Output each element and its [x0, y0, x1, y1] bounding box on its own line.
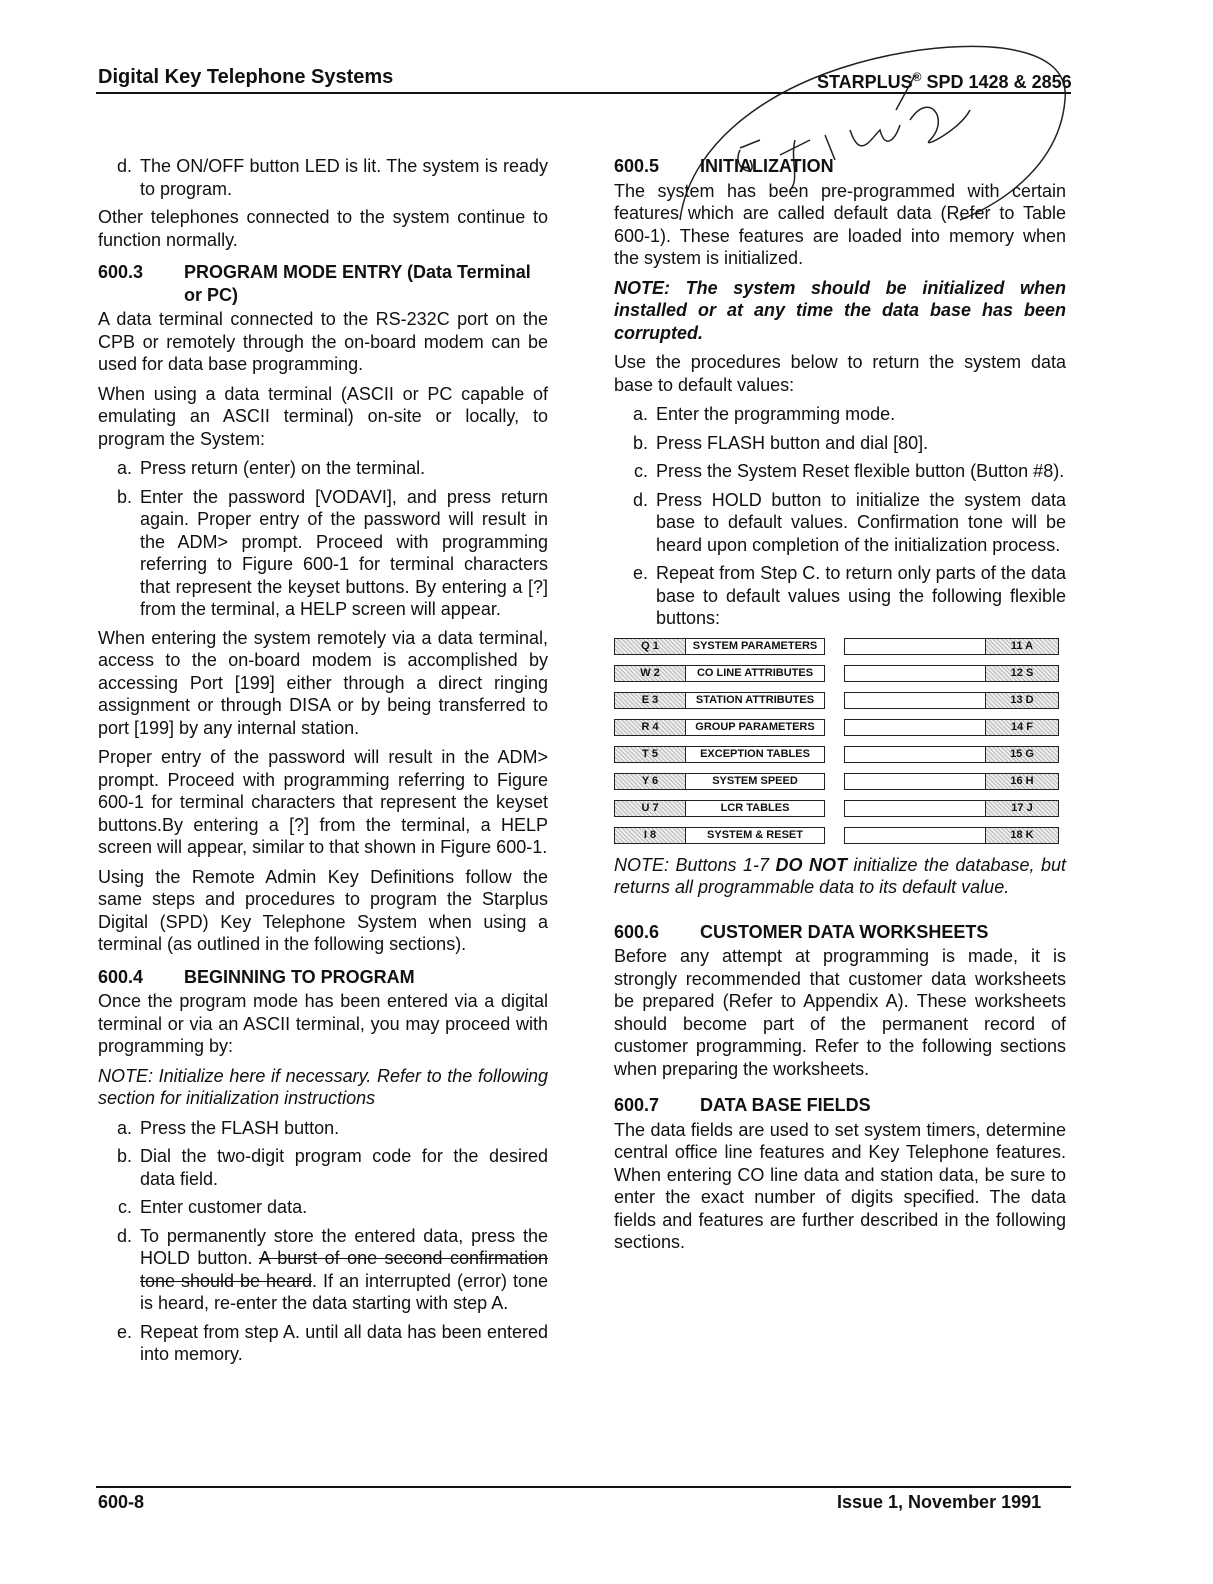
key-row [614, 746, 1066, 763]
note-buttons-post: initialize the database, but returns all programmable data to its default value. [614, 854, 1066, 897]
list-item [98, 1321, 548, 1366]
list-item [614, 460, 1066, 483]
paragraph-using-terminal: When using a data terminal (ASCII or PC capable of emulating an ASCII terminal) on-site or locally, to program the System: [98, 383, 548, 449]
section-heading-600-5 [614, 155, 1066, 178]
list-text: Press FLASH button and dial [80]. [656, 432, 929, 453]
key-code: T 5 [614, 746, 686, 763]
key-code: E 3 [614, 692, 686, 709]
list-letter: b. [632, 432, 648, 453]
key-code: Y 6 [614, 773, 686, 790]
paragraph-data-terminal: A data terminal connected to the RS-232C port on the CPB or remotely through the on-board modem can be used for data base programming. [98, 309, 548, 374]
key-row [614, 665, 1066, 682]
paragraph-remote-admin: Using the Remote Admin Key Definitions follow the same steps and procedures to program the Starplus Digital (SPD) Key Telephone System when using a terminal (as outlined in the following sections). [98, 866, 548, 954]
key-blank [844, 800, 985, 817]
page-number: 600-8 [98, 1492, 145, 1512]
left-column [98, 155, 548, 1372]
key-code: Q 1 [614, 638, 686, 655]
note-buttons [614, 854, 1066, 899]
key-blank [844, 746, 985, 763]
model-number: SPD 1428 & 2856 [921, 72, 1072, 92]
key-code-right: 13 D [985, 692, 1059, 709]
section-number: 600.5 [614, 156, 660, 176]
paragraph-proper-entry: Proper entry of the password will result in the ADM> prompt. Proceed with programming referring to Figure 600-1 for terminal characters that represent the keyset buttons.By entering a [?] from the terminal, a HELP screen will appear, similar to that shown in Figure 600-1. [98, 747, 548, 857]
list-item [98, 486, 548, 621]
key-label: GROUP PARAMETERS [686, 719, 825, 736]
key-row [614, 800, 1066, 817]
paragraph-preprogrammed: The system has been pre-programmed with certain features which are called default data (Refer to Table 600-1). These features are loaded into memory when the system is initialized. [614, 180, 1066, 268]
list-letter: d. [632, 489, 648, 510]
key-code: I 8 [614, 827, 686, 844]
section-title: CUSTOMER DATA WORKSHEETS [700, 921, 989, 942]
registered-mark: ® [912, 70, 922, 84]
step-d-pre: To permanently store the entered data, press the HOLD button. [140, 1225, 548, 1268]
paragraph-other-telephones: Other telephones connected to the system continue to function normally. [98, 207, 548, 250]
list-text: Repeat from Step C. to return only parts of the data base to default values using the following flexible buttons: [656, 563, 1066, 628]
running-header-title: Digital Key Telephone Systems [98, 66, 394, 88]
section-heading-600-3 [98, 261, 548, 306]
paragraph-remote: When entering the system remotely via a data terminal, access to the on-board modem is accomplished by accessing Port [199] either through a direct ringing assignment or through DISA or by being transferred to port [199] by any internal station. [98, 627, 548, 738]
list-letter: c. [633, 461, 648, 481]
list-text: Enter customer data. [140, 1197, 308, 1217]
key-label: SYSTEM & RESET [686, 827, 825, 844]
list-letter: e. [632, 563, 648, 583]
section-number: 600.6 [614, 921, 660, 942]
key-label: CO LINE ATTRIBUTES [686, 665, 825, 682]
key-row [614, 827, 1066, 844]
key-label: EXCEPTION TABLES [686, 746, 825, 763]
key-blank [844, 773, 985, 790]
steps-terminal [98, 457, 548, 621]
key-code: R 4 [614, 719, 686, 736]
key-code-right: 12 S [985, 665, 1059, 682]
list-text: Enter the password [VODAVI], and press return again. Proper entry of the password will result in the ADM> prompt. Proceed with programming referring to Figure 600-1 for terminal characters that represent the keyset buttons. By entering a [?] from the terminal, a HELP screen will appear. [140, 486, 548, 619]
key-label: LCR TABLES [686, 800, 825, 817]
list-item [98, 1145, 548, 1190]
key-code-right: 14 F [985, 719, 1059, 736]
paragraph-use-procedures: Use the procedures below to return the system data base to default values: [614, 352, 1066, 395]
section-heading-600-4 [98, 966, 548, 989]
list-item [98, 457, 548, 480]
section-title: INITIALIZATION [700, 156, 834, 176]
list-letter: a. [116, 458, 132, 478]
note-initialize: NOTE: Initialize here if necessary. Refer to the following section for initialization instructions [98, 1065, 548, 1108]
key-row [614, 719, 1066, 736]
list-text: The ON/OFF button LED is lit. The system is ready to program. [140, 156, 548, 199]
section-number: 600.3 [98, 262, 144, 282]
key-code-right: 18 K [985, 827, 1059, 844]
key-row [614, 692, 1066, 709]
key-row [614, 773, 1066, 790]
steps-program [98, 1117, 548, 1366]
list-item [614, 562, 1066, 630]
list-letter: b. [116, 486, 132, 507]
list-letter: c. [117, 1197, 132, 1217]
section-title: PROGRAM MODE ENTRY (Data Terminal or PC) [184, 262, 531, 305]
section-number: 600.7 [614, 1095, 660, 1115]
list-item [614, 403, 1066, 426]
list-letter: d. [116, 1225, 132, 1246]
section-title: DATA BASE FIELDS [700, 1095, 871, 1115]
list-text: Press return (enter) on the terminal. [140, 458, 426, 478]
step-d-post: . If an interrupted (error) tone is heard, re-enter the data starting with step A. [140, 1270, 548, 1313]
key-blank [844, 665, 985, 682]
footer-rule [96, 1486, 1071, 1488]
section-heading-600-6 [614, 921, 1066, 944]
note-buttons-pre: NOTE: Buttons 1-7 [614, 854, 776, 875]
key-blank [844, 692, 985, 709]
list-text: Enter the programming mode. [656, 404, 896, 424]
note-initialize-bold: NOTE: The system should be initialized when installed or at any time the data base has been corrupted. [614, 277, 1066, 343]
section-title: BEGINNING TO PROGRAM [184, 966, 415, 987]
list-item [614, 432, 1066, 455]
key-code-right: 11 A [985, 638, 1059, 655]
step-d-struck-text: A burst of one second confirmation tone should be heard [140, 1248, 548, 1291]
key-blank [844, 719, 985, 736]
key-code-right: 17 J [985, 800, 1059, 817]
list-letter: b. [116, 1146, 132, 1166]
list-text: Dial the two-digit program code for the desired data field. [140, 1146, 548, 1189]
key-code: U 7 [614, 800, 686, 817]
list-text: Press the System Reset flexible button (Button #8). [656, 461, 1065, 481]
paragraph-data-fields: The data fields are used to set system timers, determine central office line features and Key Telephone features. When entering CO line data and station data, be sure to enter the exact number of digits specified. The data fields and features are further described in the following sections. [614, 1119, 1066, 1252]
list-text [140, 1225, 548, 1315]
key-code: W 2 [614, 665, 686, 682]
issue-date: Issue 1, November 1991 [837, 1492, 1042, 1512]
key-label: SYSTEM SPEED [686, 773, 825, 790]
steps-initialize [614, 403, 1066, 630]
brand-name: STARPLUS [817, 72, 913, 92]
key-row [614, 638, 1066, 655]
list-letter: d. [116, 156, 132, 176]
paragraph-worksheets: Before any attempt at programming is made, it is strongly recommended that customer data worksheets be prepared (Refer to Appendix A). These worksheets should become part of the permanent record of customer programming. Refer to the following sections when preparing the worksheets. [614, 946, 1066, 1079]
key-label: SYSTEM PARAMETERS [686, 638, 825, 655]
list-item [98, 1117, 548, 1140]
note-buttons-emphasis: DO NOT [775, 854, 847, 875]
list-item [614, 489, 1066, 557]
key-code-right: 15 G [985, 746, 1059, 763]
right-column [614, 155, 1066, 1261]
list-text: Press HOLD button to initialize the system data base to default values. Confirmation tone will be heard upon completion of the initialization process. [656, 489, 1066, 555]
key-blank [844, 638, 985, 655]
list-item [98, 1225, 548, 1315]
list-item [98, 1196, 548, 1219]
key-blank [844, 827, 985, 844]
paragraph-once: Once the program mode has been entered via a digital terminal or via an ASCII terminal, you may proceed with programming by: [98, 991, 548, 1056]
list-letter: a. [632, 404, 648, 424]
section-number: 600.4 [98, 966, 144, 987]
list-text: Press the FLASH button. [140, 1117, 340, 1138]
key-label: STATION ATTRIBUTES [686, 692, 825, 709]
list-letter: e. [116, 1321, 132, 1342]
list-item-d-group [98, 155, 548, 200]
flexible-button-diagram [614, 638, 1066, 844]
list-item [98, 155, 548, 200]
key-code-right: 16 H [985, 773, 1059, 790]
section-heading-600-7 [614, 1094, 1066, 1117]
list-text: Repeat from step A. until all data has been entered into memory. [140, 1321, 548, 1364]
list-letter: a. [116, 1117, 132, 1138]
